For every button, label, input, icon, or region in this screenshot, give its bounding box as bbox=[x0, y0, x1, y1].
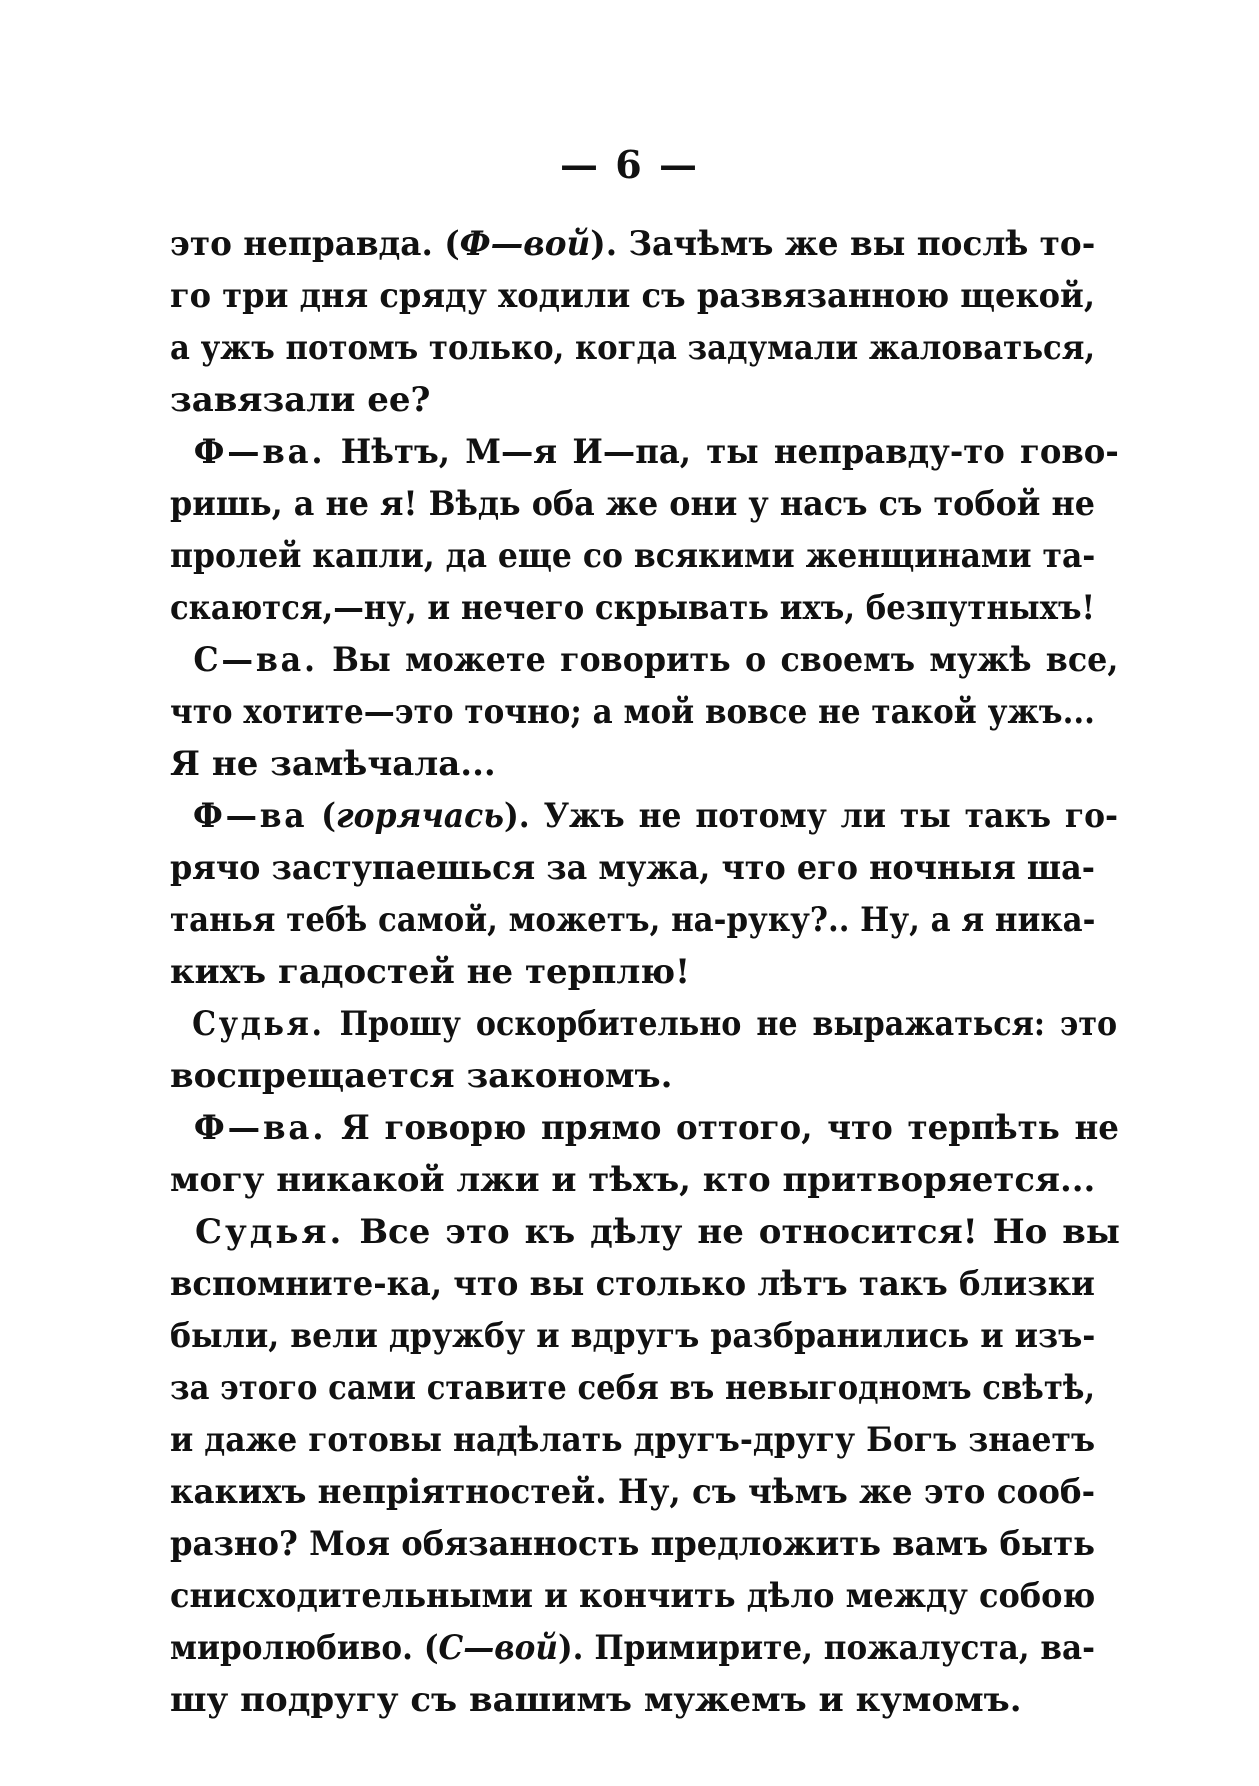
text-line: это неправда. (Ф—вой). Зачѣмъ же вы послѣ то- bbox=[170, 224, 1096, 264]
text-line: какихъ непріятностей. Ну, съ чѣмъ же это сооб- bbox=[170, 1472, 1096, 1512]
text-line: Ф—ва (горячась). Ужъ не потому ли ты такъ го- bbox=[193, 796, 1119, 836]
speaker-name: Ф—ва. bbox=[193, 432, 326, 472]
text-line: завязали ее? bbox=[170, 380, 431, 420]
text-line: что хотите—это точно; а мой вовсе не такой ужъ... bbox=[170, 692, 1095, 732]
text-line: разно? Моя обязанность предложить вамъ быть bbox=[170, 1524, 1096, 1564]
text-line: Судья. Прошу оскорбительно не выражаться: это bbox=[192, 1004, 1118, 1044]
text-line: шу подругу съ вашимъ мужемъ и кумомъ. bbox=[170, 1680, 1022, 1720]
text-line: кихъ гадостей не терплю! bbox=[170, 952, 691, 992]
stage-direction: Ф—вой bbox=[459, 224, 591, 264]
page-number: — 6 — bbox=[560, 142, 699, 187]
stage-direction: горячась bbox=[336, 796, 504, 836]
text-line: миролюбиво. (С—вой). Примирите, пожалуста, ва- bbox=[170, 1628, 1095, 1668]
speaker-name: Ф—ва bbox=[193, 796, 308, 836]
text-line: рячо заступаешься за мужа, что его ночныя ша- bbox=[170, 848, 1096, 888]
text-line: могу никакой лжи и тѣхъ, кто притворяется... bbox=[170, 1160, 1096, 1200]
text-line: и даже готовы надѣлать другъ-другу Богъ знаетъ bbox=[170, 1420, 1096, 1460]
text-line: воспрещается закономъ. bbox=[170, 1056, 673, 1096]
text-line: вспомните-ка, что вы столько лѣтъ такъ близки bbox=[170, 1264, 1095, 1304]
stage-direction: С—вой bbox=[438, 1628, 558, 1668]
text-line: го три дня сряду ходили съ развязанною щекой, bbox=[170, 276, 1096, 316]
text-line: Судья. Все это къ дѣлу не относится! Но вы bbox=[194, 1212, 1120, 1252]
speaker-name: С—ва. bbox=[193, 640, 318, 680]
text-line: снисходительными и кончить дѣло между собою bbox=[170, 1576, 1096, 1616]
text-line: ришь, а не я! Вѣдь оба же они у насъ съ тобой не bbox=[170, 484, 1096, 524]
text-line: танья тебѣ самой, можетъ, на-руку?.. Ну, а я ника- bbox=[170, 900, 1096, 940]
speaker-name: Ф—ва. bbox=[193, 1108, 327, 1148]
text-line: Я не замѣчала... bbox=[170, 744, 496, 784]
text-line: Ф—ва. Я говорю прямо оттого, что терпѣть не bbox=[193, 1108, 1119, 1148]
text-line: были, вели дружбу и вдругъ разбранились и изъ- bbox=[170, 1316, 1096, 1356]
speaker-name: Судья. bbox=[192, 1004, 325, 1044]
text-line: а ужъ потомъ только, когда задумали жаловаться, bbox=[170, 328, 1096, 368]
text-line: С—ва. Вы можете говорить о своемъ мужѣ все, bbox=[193, 640, 1119, 680]
text-line: за этого сами ставите себя въ невыгодномъ свѣтѣ, bbox=[170, 1368, 1096, 1408]
speaker-name: Судья. bbox=[194, 1212, 345, 1252]
text-line: пролей капли, да еще со всякими женщинами та- bbox=[170, 536, 1096, 576]
text-line: скаются,—ну, и нечего скрывать ихъ, безпутныхъ! bbox=[170, 588, 1095, 628]
dialogue-text bbox=[170, 218, 1120, 1726]
text-line: Ф—ва. Нѣтъ, М—я И—па, ты неправду-то гово- bbox=[193, 432, 1119, 472]
